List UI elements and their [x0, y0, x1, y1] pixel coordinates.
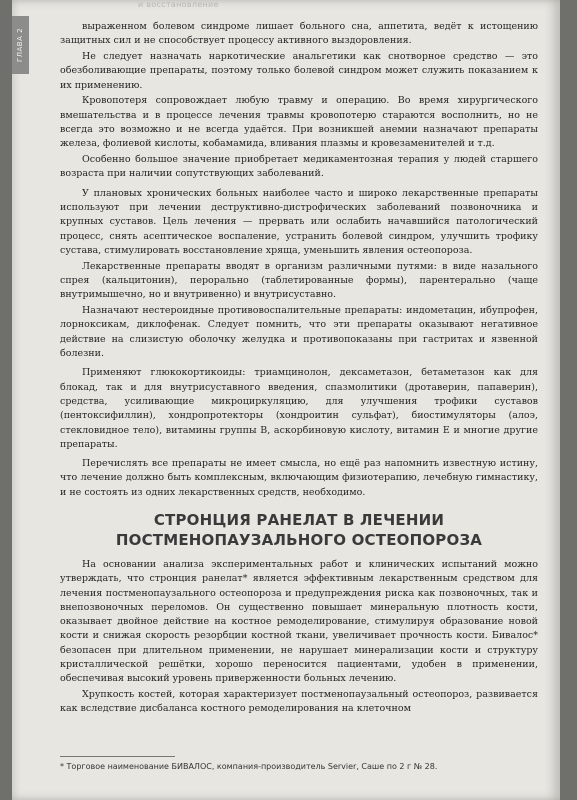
- section-heading-line: СТРОНЦИЯ РАНЕЛАТ В ЛЕЧЕНИИ: [153, 511, 445, 529]
- paragraph: Лекарственные препараты вводят в организм различными путями: в виде назального спрея (кальцитонин), перорально (таблетированные формы), парентерально (чаще внутримышечно, но и внутривенно) и внутрисуставно.: [60, 260, 538, 301]
- paragraph: выраженном болевом синдроме лишает больного сна, аппетита, ведёт к истощению защитных сил и не способствует процессу активного выздоровления.: [60, 21, 538, 47]
- chapter-tab: [12, 16, 29, 74]
- paragraph: Особенно большое значение приобретает медикаментозная терапия у людей старшего возраста при наличии сопутствующих заболеваний.: [60, 154, 538, 180]
- paragraph: Кровопотеря сопровождает любую травму и операцию. Во время хирургического вмешательства и в процессе лечения травмы кровопотерю стараются восполнить, но не всегда это возможно и не всегда удаётся. При возникшей анемии назначают препараты железа, фолиевой кислоты, кобамамида, вливания плазмы и кровезаменителей и т.д.: [60, 95, 538, 150]
- paragraph: У плановых хронических больных наиболее часто и широко лекарственные препараты используют при лечении деструктивно-дистрофических заболеваний позвоночника и крупных суставов. Цель лечения — прервать или ослабить начавшийся патологический процесс, снять асептическое воспаление, устранить болевой синдром, улучшить трофику сустава, стимулировать восстановление хряща, уменьшить явления остеопороза.: [60, 187, 538, 256]
- footnote: * Торговое наименование БИВАЛОС, компания-производитель Servier, Саше по 2 г № 28.: [60, 762, 438, 771]
- section-heading-line: ПОСТМЕНОПАУЗАЛЬНОГО ОСТЕОПОРОЗА: [115, 531, 483, 549]
- page-body: [60, 20, 538, 718]
- paragraph: На основании анализа экспериментальных работ и клинических испытаний можно утверждать, что стронция ранелат* является эффективным лекарственным средством для лечения постменопаузального остеопороза и предупреждения риска как позвоночных, так и внепозвоночных переломов. Он существенно повышает минеральную плотность кости, оказывает двойное действие на костное ремоделирование, стимулируя образование новой кости и снижая скорость резорбции костной ткани, увеличивает прочность кости. Бивалос* безопасен при длительном применении, не нарушает минерализации кости и структуру кристаллической решётки, хорошо переносится пациентами, удобен в применении, обеспечивая высокий уровень приверженности больных лечению.: [60, 559, 538, 685]
- section-heading: [60, 510, 538, 550]
- chapter-tab-label: ГЛАВА 2: [16, 27, 25, 63]
- footnote-divider: [60, 756, 175, 757]
- paragraph: Не следует назначать наркотические анальгетики как снотворное средство — это обезболивающие препараты, поэтому только болевой синдром может служить показанием к их применению.: [60, 51, 538, 91]
- paragraph: Применяют глюкокортикоиды: триамцинолон, дексаметазон, бетаметазон как для блокад, так и для внутрисуставного введения, спазмолитики (дротаверин, папаверин), средства, усиливающие микроциркуляцию, для улучшения трофики суставов (пентоксифиллин), хондропротекторы (хондроитин сульфат), биостимуляторы (алоэ, стекловидное тело), витамины группы В, аскорбиновую кислоту, витамин Е и многие другие препараты.: [60, 367, 538, 450]
- paragraph: Назначают нестероидные противовоспалительные препараты: индометацин, ибупрофен, лорноксикам, диклофенак. Следует помнить, что эти препараты оказывают негативное действие на слизистую оболочку желудка и противопоказаны при гастритах и язвенной болезни.: [60, 305, 538, 360]
- book-page: [12, 0, 560, 800]
- paragraph: Перечислять все препараты не имеет смысла, но ещё раз напомнить известную истину, что лечение должно быть комплексным, включающим физиотерапию, лечебную гимнастику, и не состоять из одних лекарственных средств, необходимо.: [60, 458, 538, 498]
- running-head: и восстановление: [138, 0, 219, 9]
- paragraph: Хрупкость костей, которая характеризует постменопаузальный остеопороз, развивается как вследствие дисбаланса костного ремоделирования на клеточном: [60, 689, 538, 715]
